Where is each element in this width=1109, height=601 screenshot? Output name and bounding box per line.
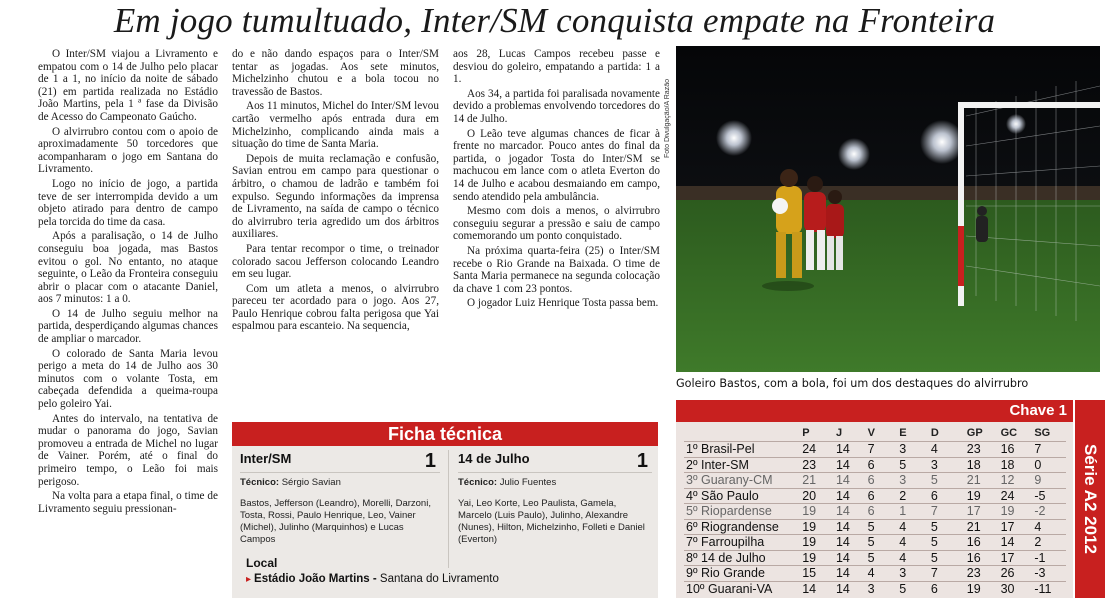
stat-cell: 20	[802, 488, 836, 504]
stat-cell: 6	[868, 504, 900, 520]
away-coach-name: Julio Fuentes	[499, 477, 557, 488]
stat-cell: 14	[1001, 535, 1035, 551]
stat-cell: 4	[899, 535, 931, 551]
stat-cell: 4	[1034, 519, 1066, 535]
paragraph: Antes do intervalo, na tentativa de mudar o panorama do jogo, Savian promoveu a entrada de Michel no lugar de Vainer. Porém, até o final do primeiro tempo, o Leão foi mais perigoso.	[38, 412, 218, 488]
stat-cell: 6	[868, 457, 900, 473]
stat-cell: 21	[802, 473, 836, 489]
stat-cell: -2	[1034, 504, 1066, 520]
stat-cell: 26	[1001, 566, 1035, 582]
article-column-2	[232, 48, 439, 420]
serie-band	[1075, 400, 1105, 598]
team-cell: 9º Rio Grande	[684, 566, 802, 582]
stat-cell: -11	[1034, 581, 1066, 596]
away-lineup: Yai, Leo Korte, Leo Paulista, Gamela, Marcelo (Luis Paulo), Julinho, Alexandre (Nunes), Hilton, Michelzinho, Folleti e Daniel (Everton)	[458, 498, 645, 545]
paragraph: Para tentar recompor o time, o treinador colorado sacou Jefferson colocando Leandro em seu lugar.	[232, 242, 439, 281]
paragraph: O Inter/SM viajou a Livramento e empatou com o 14 de Julho pelo placar de 1 a 1, no início da noite de sábado (21) em partida realizada no Estádio João Martins, pela 1 ª fase da Divisão de Acesso do Campeonato Gaúcho.	[38, 48, 218, 123]
stat-cell: -5	[1034, 488, 1066, 504]
serie-label: Série A2 2012	[1081, 444, 1100, 554]
stat-cell: 5	[931, 550, 967, 566]
table-row	[684, 457, 1066, 473]
photo-credit: Foto Divulgação/A Razão	[664, 79, 671, 158]
table-row	[684, 550, 1066, 566]
paragraph: Na volta para a etapa final, o time de Livramento seguiu pressionan-	[38, 490, 218, 515]
home-team-name: Inter/SM	[240, 451, 292, 466]
stat-cell: 7	[868, 442, 900, 458]
stat-cell: 16	[1001, 442, 1035, 458]
stat-cell: 6	[931, 488, 967, 504]
column-header: GC	[1000, 427, 1018, 439]
stat-cell: 2	[899, 488, 931, 504]
stat-cell: 21	[967, 519, 1001, 535]
stat-cell: 7	[931, 504, 967, 520]
stat-cell: 14	[836, 442, 868, 458]
column-header: P	[802, 427, 810, 439]
table-row	[684, 519, 1066, 535]
home-coach-name: Sérgio Savian	[281, 477, 341, 488]
stat-cell: -3	[1034, 566, 1066, 582]
stat-cell: 19	[967, 488, 1001, 504]
venue-block	[246, 556, 646, 585]
stat-cell: 4	[931, 442, 967, 458]
stat-cell: 14	[836, 535, 868, 551]
venue-city: Santana do Livramento	[379, 573, 499, 585]
stat-cell: 18	[1001, 457, 1035, 473]
stat-cell: 3	[899, 442, 931, 458]
standings-header-row	[684, 426, 1066, 442]
stat-cell: 5	[868, 535, 900, 551]
paragraph: Logo no início de jogo, a partida teve de ser interrompida devido a um objeto atirado para dentro de campo pela torcida do time da casa.	[38, 177, 218, 228]
paragraph: O 14 de Julho seguiu melhor na partida, desperdiçando algumas chances de ampliar o marcador.	[38, 307, 218, 346]
stat-cell: 23	[967, 566, 1001, 582]
table-row	[684, 566, 1066, 582]
stat-cell: 18	[967, 457, 1001, 473]
stat-cell: 14	[836, 488, 868, 504]
table-row	[684, 442, 1066, 458]
goalkeeper-photo-illustration	[676, 46, 1100, 372]
paragraph: Depois de muita reclamação e confusão, Savian entrou em campo para questionar o árbitro, o chamou de ladrão e também foi expulso. Segundo informações da imprensa de Livramento, na saída de campo o técnico do alvirrubro teria agredido um dos árbitros auxiliares.	[232, 152, 439, 241]
standings-title: Chave 1	[676, 400, 1073, 422]
paragraph: O Leão teve algumas chances de ficar à frente no marcador. Pouco antes do final da partida, o jogador Tosta do Inter/SM se machucou em lance com o atleta Everton do 14 de Julho e acabou desmaiando em campo, sendo atendido pela ambulância.	[453, 127, 660, 203]
column-header: E	[899, 427, 907, 439]
paragraph: Aos 11 minutos, Michel do Inter/SM levou cartão vermelho após entrada dura em Michelzinho, complicando ainda mais a situação do time de Santa Maria.	[232, 100, 439, 151]
stat-cell: 5	[899, 457, 931, 473]
ficha-tecnica-box	[232, 422, 658, 598]
stat-cell: 5	[899, 581, 931, 596]
stat-cell: 17	[1001, 519, 1035, 535]
stat-cell: 9	[1034, 473, 1066, 489]
home-coach	[240, 477, 440, 488]
column-header	[684, 426, 802, 442]
ficha-divider	[448, 450, 449, 568]
paragraph: do e não dando espaços para o Inter/SM tentar as jogadas. Aos sete minutos, Michelzinho chutou e a bola tocou no travessão de Bastos.	[232, 48, 439, 98]
home-team-score: 1	[424, 450, 436, 472]
stat-cell: 24	[1001, 488, 1035, 504]
stat-cell: 16	[967, 550, 1001, 566]
venue-stadium: Estádio João Martins -	[254, 573, 377, 585]
column-header: V	[867, 427, 875, 439]
stat-cell: 2	[1034, 535, 1066, 551]
stat-cell: 3	[899, 566, 931, 582]
stat-cell: -1	[1034, 550, 1066, 566]
away-coach	[458, 477, 652, 488]
stat-cell: 4	[868, 566, 900, 582]
table-row	[684, 504, 1066, 520]
stat-cell: 16	[967, 535, 1001, 551]
paragraph: aos 28, Lucas Campos recebeu passe e desviou do goleiro, empatando a partida: 1 a 1.	[453, 48, 660, 86]
stat-cell: 5	[931, 535, 967, 551]
stat-cell: 12	[1001, 473, 1035, 489]
stat-cell: 6	[931, 581, 967, 596]
team-cell: 8º 14 de Julho	[684, 550, 802, 566]
paragraph: O alvirrubro contou com o apoio de aproximadamente 50 torcedores que acompanharam o jogo em Santana do Livramento.	[38, 125, 218, 176]
team-cell: 3º Guarany-CM	[684, 473, 802, 489]
photo-caption: Goleiro Bastos, com a bola, foi um dos destaques do alvirrubro	[676, 377, 1029, 390]
stat-cell: 14	[836, 581, 868, 596]
stat-cell: 14	[836, 519, 868, 535]
match-photo	[676, 46, 1100, 372]
standings-box	[676, 400, 1073, 598]
stat-cell: 19	[802, 504, 836, 520]
stat-cell: 3	[931, 457, 967, 473]
stat-cell: 4	[899, 550, 931, 566]
stat-cell: 14	[802, 581, 836, 596]
team-cell: 6º Riograndense	[684, 519, 802, 535]
home-lineup: Bastos, Jefferson (Leandro), Morelli, Darzoni, Tosta, Rossi, Paulo Henrique, Leo, Vainer (Michel), Julinho (Marquinhos) e Lucas Campos	[240, 498, 431, 545]
stat-cell: 15	[802, 566, 836, 582]
stat-cell: 6	[868, 488, 900, 504]
stat-cell: 6	[868, 473, 900, 489]
stat-cell: 14	[836, 457, 868, 473]
stat-cell: 14	[836, 550, 868, 566]
column-header: SG	[1034, 427, 1051, 439]
arrow-right-icon: ▸	[246, 574, 252, 585]
stat-cell: 23	[967, 442, 1001, 458]
headline: Em jogo tumultuado, Inter/SM conquista empate na Fronteira	[113, 1, 996, 40]
stat-cell: 5	[931, 519, 967, 535]
stat-cell: 19	[1001, 504, 1035, 520]
table-row	[684, 473, 1066, 489]
standings-body	[684, 442, 1066, 597]
paragraph: Aos 34, a partida foi paralisada novamente devido a problemas envolvendo torcedores do 14 de Julho.	[453, 87, 660, 125]
stat-cell: 7	[931, 566, 967, 582]
stat-cell: 14	[836, 566, 868, 582]
stat-cell: 17	[1001, 550, 1035, 566]
paragraph: Na próxima quarta-feira (25) o Inter/SM recebe o Rio Grande na Baixada. O time de Santa Maria permanece na segunda colocação da chave 1 com 23 pontos.	[453, 244, 660, 295]
stat-cell: 19	[802, 519, 836, 535]
stat-cell: 3	[899, 473, 931, 489]
stat-cell: 7	[1034, 442, 1066, 458]
away-team-score: 1	[636, 450, 648, 472]
stat-cell: 19	[802, 535, 836, 551]
away-team-block	[458, 450, 652, 568]
table-row	[684, 581, 1066, 596]
coach-label: Técnico:	[458, 477, 498, 488]
stat-cell: 5	[868, 519, 900, 535]
stat-cell: 4	[899, 519, 931, 535]
stat-cell: 19	[802, 550, 836, 566]
away-team-header	[458, 450, 652, 473]
venue-line	[246, 573, 646, 585]
stat-cell: 14	[836, 504, 868, 520]
paragraph: Após a paralisação, o 14 de Julho conseguiu boa jogada, mas Bastos evitou o gol. No entanto, no ataque seguinte, o Leão da Fronteira conseguiu abrir o placar com o atacante Daniel, aos 7 minutos: 1 a 0.	[38, 230, 218, 306]
column-header: GP	[966, 427, 983, 439]
stat-cell: 19	[967, 581, 1001, 596]
table-row	[684, 535, 1066, 551]
standings-table	[684, 426, 1066, 596]
home-team-block	[240, 450, 440, 568]
stat-cell: 24	[802, 442, 836, 458]
article-column-3	[453, 48, 660, 420]
stat-cell: 0	[1034, 457, 1066, 473]
stat-cell: 23	[802, 457, 836, 473]
stat-cell: 1	[899, 504, 931, 520]
home-team-header	[240, 450, 440, 473]
paragraph: Com um atleta a menos, o alvirrubro pareceu ter acordado para o jogo. Aos 27, Paulo Henrique cobrou falta perigosa que Yai espalmou para escanteio. Na sequencia,	[232, 282, 439, 333]
article-column-1	[38, 48, 218, 598]
away-team-name: 14 de Julho	[458, 451, 530, 466]
team-cell: 5º Riopardense	[684, 504, 802, 520]
stat-cell: 17	[967, 504, 1001, 520]
team-cell: 10º Guarani-VA	[684, 581, 802, 596]
stat-cell: 14	[836, 473, 868, 489]
stat-cell: 3	[868, 581, 900, 596]
team-cell: 4º São Paulo	[684, 488, 802, 504]
column-header: J	[835, 427, 843, 439]
paragraph: O colorado de Santa Maria levou perigo a meta do 14 de Julho aos 30 minutos com o volante Tosta, em cabeçada defendida a queima-roupa pelo goleiro Yai.	[38, 347, 218, 411]
stat-cell: 30	[1001, 581, 1035, 596]
column-header: D	[930, 427, 939, 439]
table-row	[684, 488, 1066, 504]
paragraph: O jogador Luiz Henrique Tosta passa bem.	[467, 297, 659, 310]
paragraph: Mesmo com dois a menos, o alvirrubro conseguiu segurar a pressão e saiu de campo comemorando um ponto conquistado.	[453, 205, 660, 243]
team-cell: 1º Brasil-Pel	[684, 442, 802, 458]
venue-label: Local	[246, 556, 278, 570]
team-cell: 7º Farroupilha	[684, 535, 802, 551]
coach-label: Técnico:	[240, 477, 280, 488]
ficha-title: Ficha técnica	[232, 422, 658, 446]
stat-cell: 21	[967, 473, 1001, 489]
stat-cell: 5	[868, 550, 900, 566]
stat-cell: 5	[931, 473, 967, 489]
team-cell: 2º Inter-SM	[684, 457, 802, 473]
